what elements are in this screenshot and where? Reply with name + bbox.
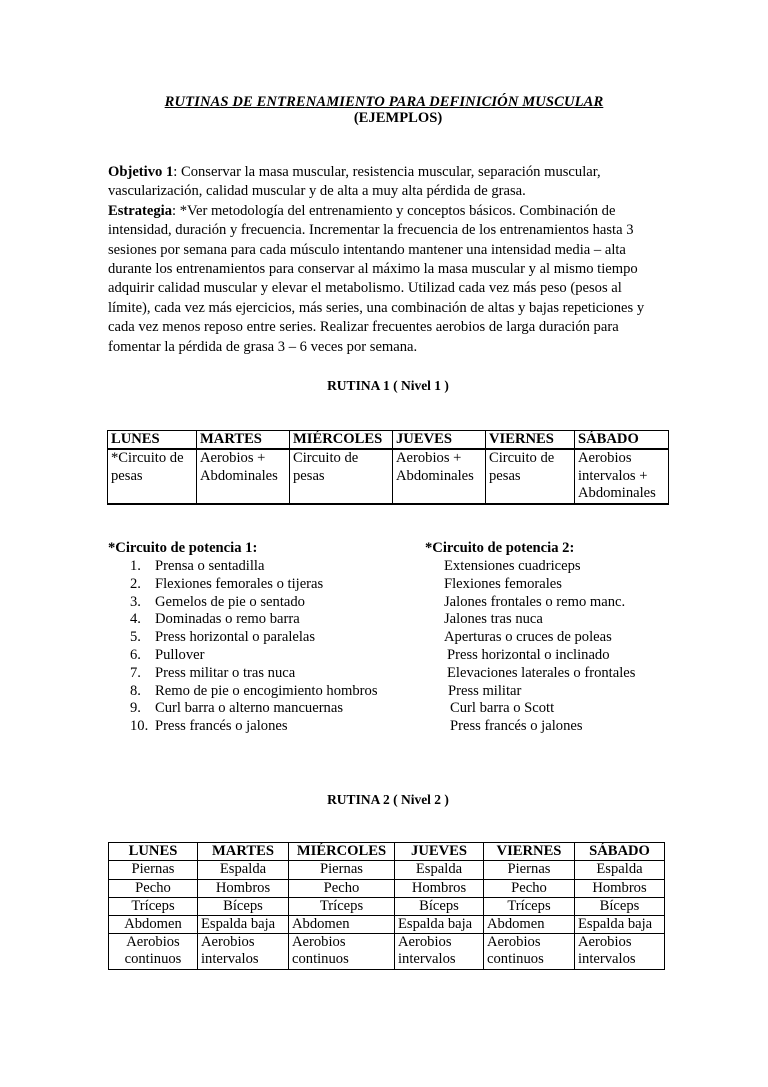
rutina2-cell: Piernas [484,861,575,879]
list-number: 6. [130,646,141,663]
rutina1-table [107,430,669,505]
list-item [130,718,378,736]
rutina2-day-header: LUNES [109,843,198,861]
list-text: Gemelos de pie o sentado [155,593,305,610]
rutina2-cell: Hombros [395,879,484,897]
rutina2-cell: Espalda baja [575,916,665,934]
rutina1-cell: *Circuito de pesas [108,449,197,503]
list-text: Press francés o jalones [155,718,288,735]
objetivo-paragraph [108,163,668,202]
rutina1-cell: Aerobios intervalos + Abdominales [575,449,669,503]
list-item: Jalones frontales o remo manc. [444,593,626,610]
list-item: Press francés o jalones [450,718,583,735]
rutina2-cell: Abdomen [289,916,395,934]
rutina2-cell: Espalda baja [198,916,289,934]
list-item: Extensiones cuadriceps [444,558,581,574]
rutina1-day-header: MIÉRCOLES [290,431,393,450]
rutina2-cell: Aerobios continuos [109,934,198,969]
rutina2-cell: Pecho [484,879,575,897]
objetivo-text: : Conservar la masa muscular, resistencia muscular, separación muscular, vascularización, calidad muscular y de alta a muy alta pérdida de grasa. [108,164,601,200]
list-text: Prensa o sentadilla [155,558,265,574]
rutina2-header-row [109,843,665,861]
document-subtitle: (EJEMPLOS) [353,110,443,126]
list-text: Pullover [155,646,205,663]
rutina2-cell: Abdomen [109,916,198,934]
rutina2-cell: Pecho [289,879,395,897]
rutina1-cell: Aerobios + Abdominales [197,449,290,503]
rutina1-header-row [108,431,669,450]
list-number: 7. [130,664,141,681]
rutina1-day-header: LUNES [108,431,197,450]
list-item: Flexiones femorales [444,575,562,592]
rutina1-day-header: VIERNES [486,431,575,450]
rutina2-day-header: VIERNES [484,843,575,861]
rutina2-cell: Espalda [395,861,484,879]
circuito1-title: *Circuito de potencia 1: [108,540,258,556]
rutina2-cell: Aerobios intervalos [395,934,484,969]
list-item [130,647,378,665]
circuito2-title: *Circuito de potencia 2: [425,540,575,556]
rutina2-cell: Bíceps [575,897,665,915]
list-text: Press horizontal o paralelas [155,629,316,646]
rutina2-cell: Aerobios continuos [289,934,395,969]
list-item [130,594,378,612]
table-row [109,861,665,879]
rutina2-cell: Hombros [575,879,665,897]
list-text: Press militar o tras nuca [155,664,296,681]
rutina2-day-header: SÁBADO [575,843,665,861]
estrategia-paragraph [108,202,668,357]
list-item: Curl barra o Scott [450,700,555,717]
circuito1-list [130,558,378,736]
rutina2-cell: Espalda baja [395,916,484,934]
table-row [109,916,665,934]
document-title: RUTINAS DE ENTRENAMIENTO PARA DEFINICIÓN MUSCULAR [164,94,604,110]
list-number: 8. [130,682,141,699]
rutina2-cell: Aerobios intervalos [575,934,665,969]
rutina2-cell: Abdomen [484,916,575,934]
list-item: Elevaciones laterales o frontales [447,664,636,681]
rutina2-cell: Tríceps [289,897,395,915]
rutina2-cell: Aerobios continuos [484,934,575,969]
rutina2-day-header: MARTES [198,843,289,861]
rutina1-cell: Aerobios + Abdominales [393,449,486,503]
rutina2-cell: Piernas [109,861,198,879]
list-item: Aperturas o cruces de poleas [444,629,612,646]
list-item [130,576,378,594]
circuito2-list [444,558,635,736]
list-item [130,700,378,718]
table-row [109,897,665,915]
intro-section [108,163,668,357]
rutina1-heading: RUTINA 1 ( Nivel 1 ) [327,378,449,393]
list-number: 5. [130,629,141,646]
rutina1-cell: Circuito de pesas [290,449,393,503]
table-row [109,934,665,969]
rutina2-cell: Espalda [198,861,289,879]
list-number: 9. [130,700,141,717]
rutina2-day-header: MIÉRCOLES [289,843,395,861]
rutina2-day-header: JUEVES [395,843,484,861]
list-text: Dominadas o remo barra [155,611,300,628]
list-item: Jalones tras nuca [444,611,543,628]
rutina2-cell: Pecho [109,879,198,897]
list-item [130,629,378,647]
estrategia-label: Estrategia [108,202,173,219]
rutina1-day-header: MARTES [197,431,290,450]
rutina2-table [108,842,665,970]
rutina2-cell: Espalda [575,861,665,879]
list-item [130,665,378,683]
list-number: 2. [130,575,141,592]
table-row [109,879,665,897]
list-item [130,611,378,629]
objetivo-label: Objetivo 1 [108,164,174,180]
list-text: Curl barra o alterno mancuernas [155,700,344,717]
rutina2-cell: Aerobios intervalos [198,934,289,969]
rutina2-cell: Bíceps [395,897,484,915]
rutina1-day-header: SÁBADO [575,431,669,450]
rutina2-cell: Piernas [289,861,395,879]
rutina1-day-header: JUEVES [393,431,486,450]
list-item [130,683,378,701]
list-text: Flexiones femorales o tijeras [155,575,324,592]
rutina2-heading: RUTINA 2 ( Nivel 2 ) [327,792,449,807]
list-number: 3. [130,593,141,610]
list-text: Remo de pie o encogimiento hombros [155,682,378,699]
rutina2-cell: Bíceps [198,897,289,915]
list-item [130,558,378,576]
rutina1-cell: Circuito de pesas [486,449,575,503]
list-item: Press militar [448,682,522,699]
rutina2-cell: Tríceps [484,897,575,915]
rutina2-cell: Tríceps [109,897,198,915]
rutina1-activity-row [108,449,669,503]
list-item: Press horizontal o inclinado [447,646,610,663]
estrategia-text: : *Ver metodología del entrenamiento y conceptos básicos. Combinación de intensidad, duración y frecuencia. Incrementar la frecuencia de los entrenamientos hasta 3 sesiones por semana para cada músculo intentando mantener una intensidad media – alta durante los entrenamientos para conservar al máximo la masa muscular y al mismo tiempo adquirir calidad muscular y elevar el metabolismo. Utilizad cada vez más peso (pesos al límite), cada vez más ejercicios, más series, una combinación de altas y bajas repeticiones y cada vez menos reposo entre series. Realizar frecuentes aerobios de larga duración para fomentar la pérdida de grasa 3 – 6 veces por semana. [108,202,645,355]
list-number: 4. [130,611,141,628]
list-number: 1. [130,558,141,574]
list-number: 10. [130,718,149,735]
rutina2-cell: Hombros [198,879,289,897]
